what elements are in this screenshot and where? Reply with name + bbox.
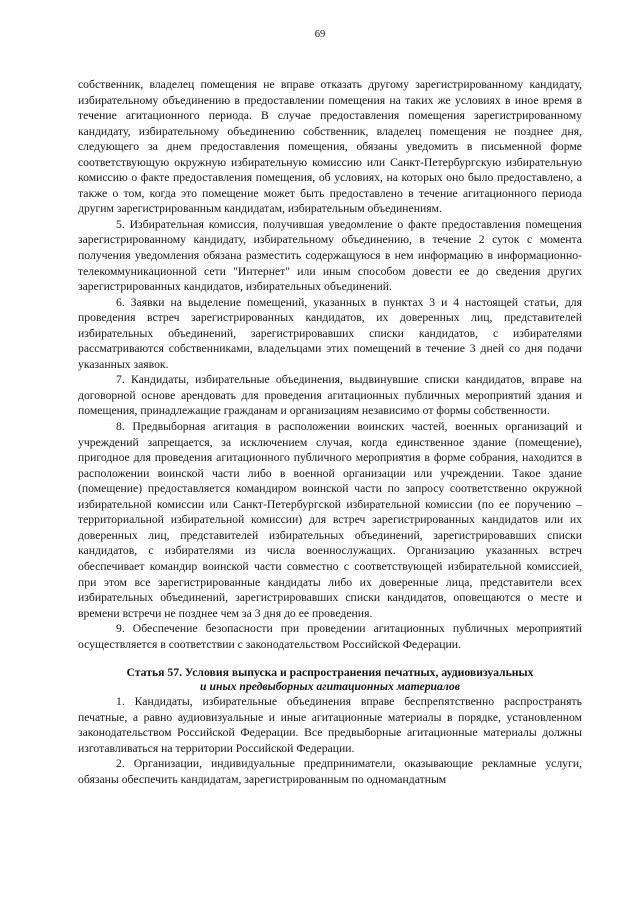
page-number: 69	[314, 29, 326, 40]
paragraph-9: 9. Обеспечение безопасности при проведении агитационных публичных мероприятий осуществляется в соответствии с законодательством Российской Федерации.	[78, 622, 582, 651]
paragraph-5: 5. Избирательная комиссия, получившая уведомление о факте предоставления помещения зарегистрированному кандидату, избирательному объединению, в течение 2 суток с момента получения уведомления обязана разместить содержащуюся в нем информацию в информационно-телекоммуникационной сети "Интернет" или иным способом довести ее до сведения других зарегистрированных кандидатов, избирательных объединений.	[78, 217, 582, 294]
article-paragraph-1: 1. Кандидаты, избирательные объединения вправе беспрепятственно распространять печатные, а равно аудиовизуальные и иные агитационные материалы в порядке, установленном законодательством Российской Федерации. Все предвыборные агитационные материалы должны изготавливаться на территории Российской Федерации.	[78, 695, 582, 755]
document-body	[78, 77, 582, 788]
article-heading	[78, 666, 582, 694]
article-title-line1: Статья 57. Условия выпуска и распространения печатных, аудиовизуальных	[126, 666, 534, 680]
article-paragraph-2: 2. Организации, индивидуальные предприниматели, оказывающие рекламные услуги, обязаны обеспечить кандидатам, зарегистрированным по одномандатным	[78, 757, 582, 786]
paragraph-continuation: собственник, владелец помещения не вправе отказать другому зарегистрированному кандидату, избирательному объединению в предоставлении помещения на таких же условиях в иное время в течение агитационного периода. В случае предоставления помещения зарегистрированному кандидату, избирательному объединению собственник, владелец помещения не позднее дня, следующего за днем предоставления помещения, обязаны уведомить в письменной форме соответствующую окружную избирательную комиссию или Санкт-Петербургскую избирательную комиссию о факте предоставления помещения, об условиях, на которых оно было предоставлено, а также о том, когда это помещение может быть предоставлено в течение агитационного периода другим зарегистрированным кандидатам, избирательным объединениям.	[78, 78, 582, 216]
article-title-line2: и иных предвыборных агитационных материалов	[200, 680, 460, 694]
paragraph-6: 6. Заявки на выделение помещений, указанных в пунктах 3 и 4 настоящей статьи, для проведения встреч зарегистрированных кандидатов, их доверенных лиц, представителей избирательных объединений, зарегистрировавших списки кандидатов, с избирателями рассматриваются собственниками, владельцами этих помещений в течение 3 дней со дня подачи указанных заявок.	[78, 295, 582, 371]
paragraph-8: 8. Предвыборная агитация в расположении воинских частей, военных организаций и учреждений запрещается, за исключением случая, когда единственное здание (помещение), пригодное для проведения агитационного публичного мероприятия в форме собрания, находится в расположении воинской части либо в военной организации или учреждении. Такое здание (помещение) предоставляется командиром воинской части по запросу соответственно окружной избирательной комиссии или Санкт-Петербургской избирательной комиссии (по ее поручению – территориальной избирательной комиссии) для встреч зарегистрированных кандидатов или их доверенных лиц, представителей избирательных объединений, зарегистрировавших списки кандидатов, с избирателями из числа военнослужащих. Организацию указанных встреч обеспечивает командир воинской части совместно с соответствующей избирательной комиссией, при этом все зарегистрированные кандидаты либо их доверенные лица, представители всех избирательных объединений, зарегистрировавших списки кандидатов, оповещаются о месте и времени встречи не позднее чем за 3 дня до ее проведения.	[78, 420, 582, 620]
paragraph-7: 7. Кандидаты, избирательные объединения, выдвинувшие списки кандидатов, вправе на договорной основе арендовать для проведения агитационных публичных мероприятий здания и помещения, принадлежащие гражданам и организациям независимо от формы собственности.	[78, 373, 582, 418]
